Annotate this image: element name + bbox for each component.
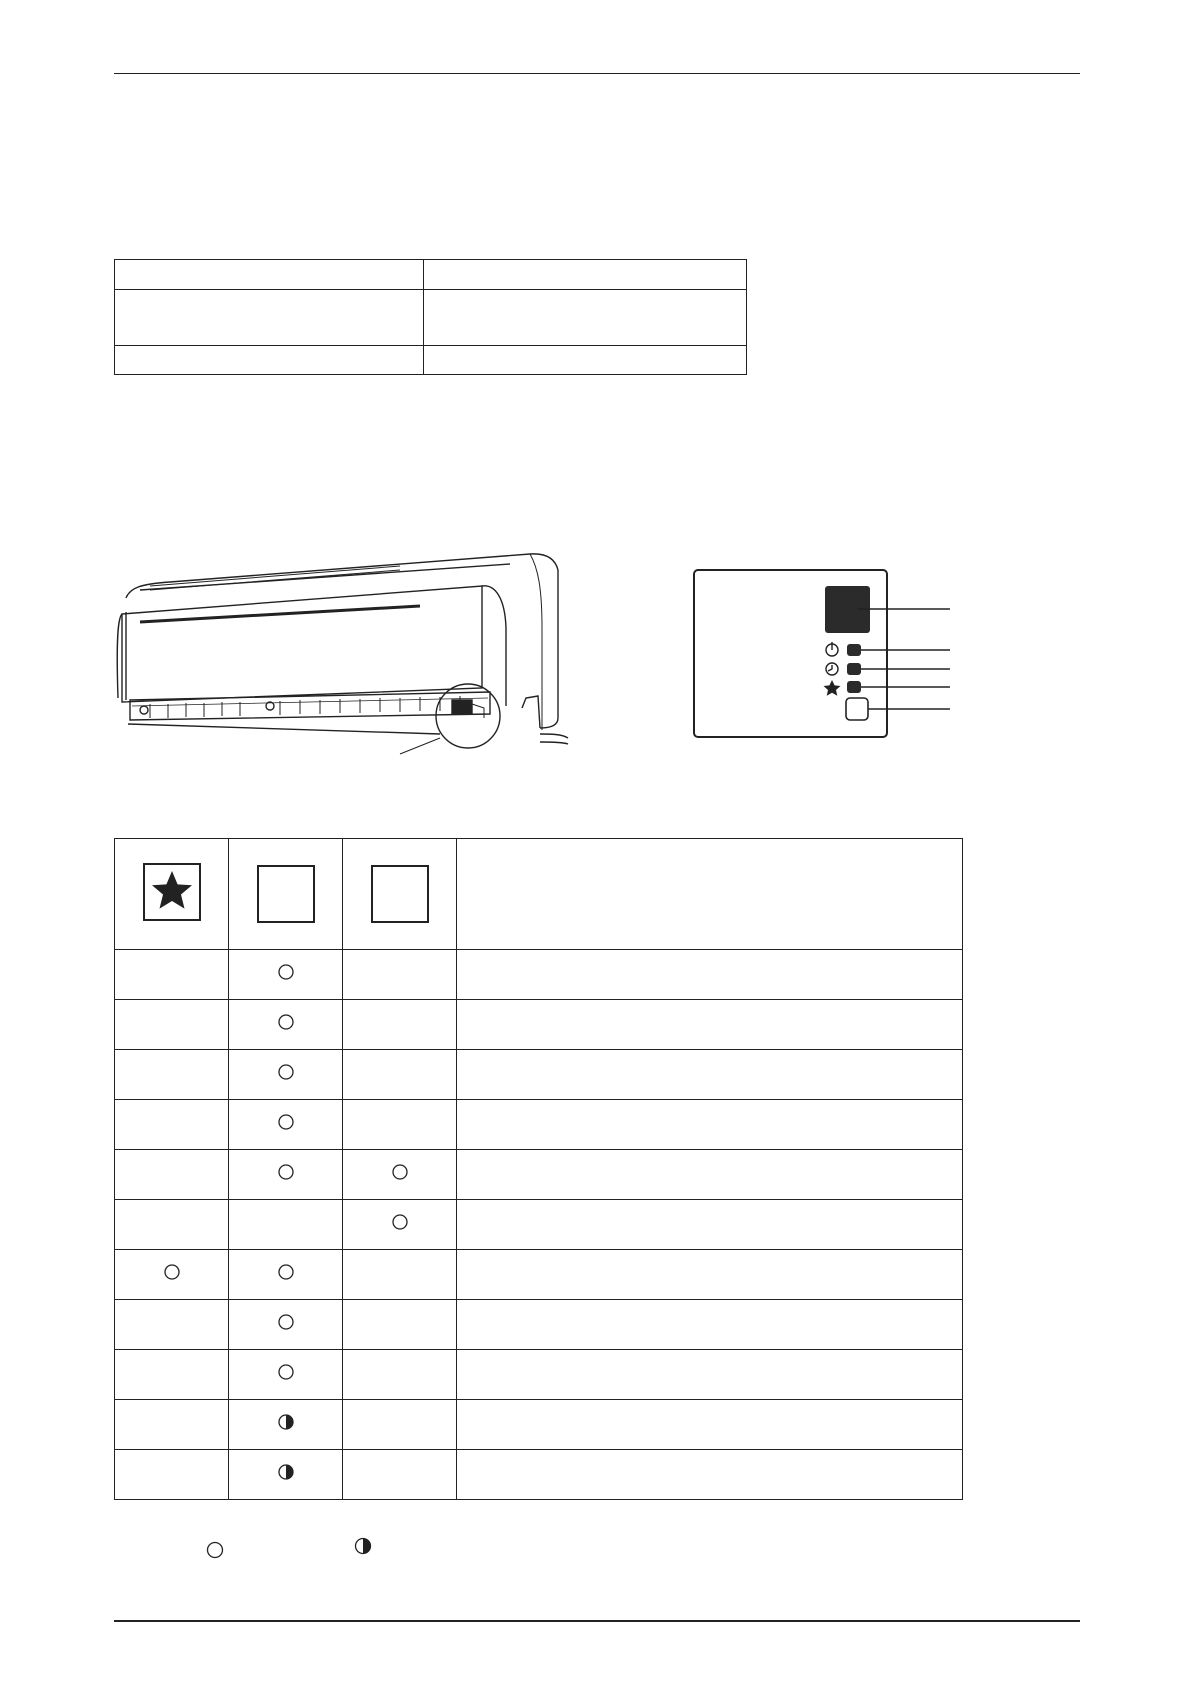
indicator-cell xyxy=(229,1000,343,1050)
indicator-cell xyxy=(343,1100,457,1150)
indicator-cell xyxy=(115,1150,229,1200)
description-cell xyxy=(457,1400,963,1450)
description-cell xyxy=(457,1350,963,1400)
blink-indicator-icon xyxy=(277,1463,295,1481)
on-indicator-icon xyxy=(277,1113,295,1131)
header-indicator-cell xyxy=(343,839,457,950)
indicator-cell xyxy=(115,1400,229,1450)
indicator-row xyxy=(115,1400,963,1450)
footer-rule xyxy=(114,1620,1080,1622)
header-star-cell xyxy=(115,839,229,950)
info-cell xyxy=(115,346,424,375)
indicator-row xyxy=(115,950,963,1000)
on-indicator-icon xyxy=(391,1213,409,1231)
info-cell xyxy=(424,290,747,346)
indicator-cell xyxy=(343,1300,457,1350)
indicator-row xyxy=(115,1050,963,1100)
star-lamp xyxy=(847,681,861,693)
indicator-cell xyxy=(229,1100,343,1150)
indicator-table-header xyxy=(115,839,963,950)
indicator-cell xyxy=(229,1150,343,1200)
blank-indicator-icon xyxy=(257,865,315,923)
indicator-cell xyxy=(115,1350,229,1400)
indicator-cell xyxy=(115,1200,229,1250)
indicator-cell xyxy=(229,1200,343,1250)
indicator-cell xyxy=(343,1200,457,1250)
header-rule xyxy=(114,73,1080,74)
indicator-cell xyxy=(343,1250,457,1300)
description-cell xyxy=(457,1050,963,1100)
indicator-cell xyxy=(343,1450,457,1500)
indicator-table xyxy=(114,838,963,1500)
indicator-row xyxy=(115,1150,963,1200)
info-row xyxy=(115,290,747,346)
indicator-cell xyxy=(229,1300,343,1350)
blank-indicator-icon xyxy=(371,865,429,923)
description-cell xyxy=(457,950,963,1000)
indicator-cell xyxy=(343,1400,457,1450)
power-icon xyxy=(826,642,838,656)
timer-icon xyxy=(826,663,838,675)
on-indicator-icon xyxy=(277,1013,295,1031)
indicator-cell xyxy=(343,1050,457,1100)
description-cell xyxy=(457,1300,963,1350)
blink-indicator-icon xyxy=(277,1413,295,1431)
header-description-cell xyxy=(457,839,963,950)
on-indicator-icon xyxy=(391,1163,409,1181)
button-icon xyxy=(846,698,868,720)
indicator-row xyxy=(115,1450,963,1500)
power-lamp xyxy=(847,644,861,656)
on-indicator-icon xyxy=(277,1363,295,1381)
info-row xyxy=(115,260,747,290)
indicator-cell xyxy=(115,1050,229,1100)
indicator-row xyxy=(115,1250,963,1300)
indicator-cell xyxy=(115,1250,229,1300)
header-indicator-cell xyxy=(229,839,343,950)
indicator-row xyxy=(115,1100,963,1150)
info-row xyxy=(115,346,747,375)
info-cell xyxy=(115,260,424,290)
indicator-panel-figure xyxy=(692,568,962,742)
description-cell xyxy=(457,1100,963,1150)
indicator-cell xyxy=(115,1000,229,1050)
description-cell xyxy=(457,1250,963,1300)
indicator-cell xyxy=(229,1450,343,1500)
description-cell xyxy=(457,1000,963,1050)
indicator-cell xyxy=(115,1100,229,1150)
indicator-cell xyxy=(343,1350,457,1400)
indicator-cell xyxy=(229,1400,343,1450)
indicator-row xyxy=(115,1300,963,1350)
indicator-cell xyxy=(115,1450,229,1500)
indicator-cell xyxy=(343,1150,457,1200)
indicator-cell xyxy=(115,1300,229,1350)
info-cell xyxy=(424,260,747,290)
star-icon xyxy=(143,863,201,921)
indicator-cell xyxy=(343,950,457,1000)
indicator-zoom-circle xyxy=(436,684,500,748)
info-table xyxy=(114,259,747,375)
on-indicator-icon xyxy=(277,1163,295,1181)
star-icon xyxy=(824,680,841,696)
indicator-cell xyxy=(115,950,229,1000)
air-conditioner-indoor-unit-icon xyxy=(110,548,580,780)
description-cell xyxy=(457,1150,963,1200)
description-cell xyxy=(457,1200,963,1250)
indicator-cell xyxy=(229,1350,343,1400)
on-indicator-icon xyxy=(163,1263,181,1281)
indicator-row xyxy=(115,1350,963,1400)
indicator-cell xyxy=(229,1050,343,1100)
legend-on-icon xyxy=(205,1540,225,1560)
on-indicator-icon xyxy=(277,1263,295,1281)
indicator-cell xyxy=(229,1250,343,1300)
on-indicator-icon xyxy=(277,1063,295,1081)
timer-lamp xyxy=(847,663,861,675)
indicator-cell xyxy=(229,950,343,1000)
legend-blink-icon xyxy=(353,1536,373,1556)
indicator-row xyxy=(115,1200,963,1250)
indicator-row xyxy=(115,1000,963,1050)
info-cell xyxy=(115,290,424,346)
on-indicator-icon xyxy=(277,963,295,981)
on-indicator-icon xyxy=(277,1313,295,1331)
description-cell xyxy=(457,1450,963,1500)
indicator-cell xyxy=(343,1000,457,1050)
info-cell xyxy=(424,346,747,375)
